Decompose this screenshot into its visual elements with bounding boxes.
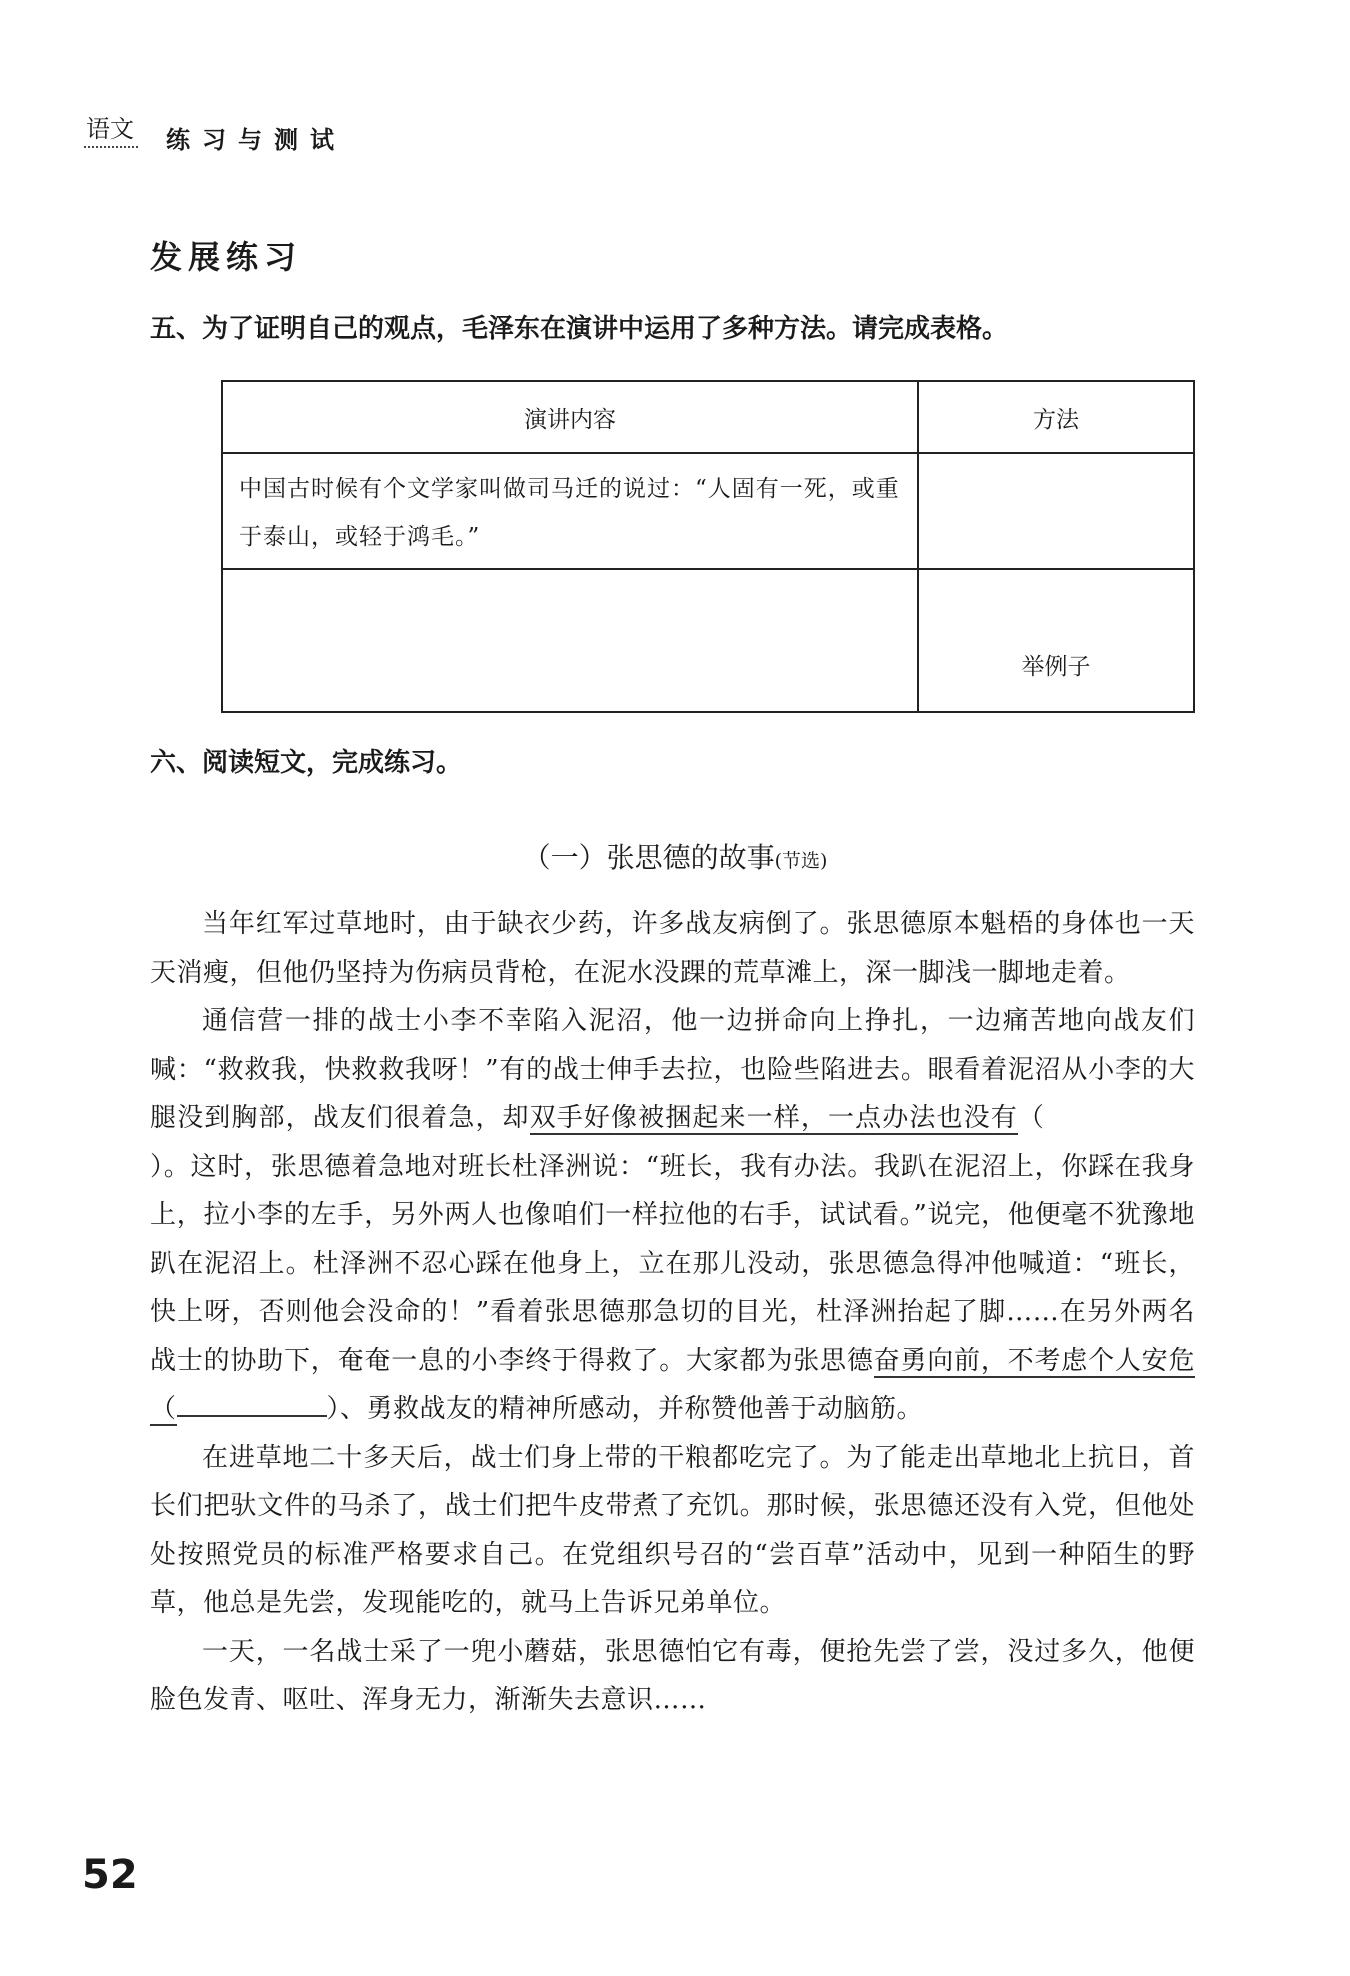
table-header-row bbox=[222, 381, 1194, 453]
story-paragraph-4: 一天，一名战士采了一兜小蘑菇，张思德怕它有毒，便抢先尝了尝，没过多久，他便脸色发青、呕吐、浑身无力，渐渐失去意识…… bbox=[150, 1636, 1195, 1715]
story-paragraph-3: 在进草地二十多天后，战士们身上带的干粮都吃完了。为了能走出草地北上抗日，首长们把驮文件的马杀了，战士们把牛皮带煮了充饥。那时候，张思德还没有入党，但他处处按照党员的标准严格要求自己。在党组织号召的“尝百草”活动中，见到一种陌生的野草，他总是先尝，发现能吃的，就马上告诉兄弟单位。 bbox=[150, 1442, 1195, 1618]
story-title-note: (节选) bbox=[774, 850, 828, 872]
story-paragraph-2 bbox=[150, 997, 1195, 1434]
row2-content-answer-cell[interactable] bbox=[222, 569, 918, 712]
question-6-title: 六、阅读短文，完成练习。 bbox=[150, 748, 463, 778]
p2-text-d: （ bbox=[150, 1394, 177, 1424]
subject-label: 语文 bbox=[84, 112, 138, 148]
book-title: 练习与测试 bbox=[166, 126, 346, 154]
header-speech-content: 演讲内容 bbox=[222, 381, 918, 453]
methods-table bbox=[221, 380, 1195, 713]
underlined-phrase-2: 奋勇向前，不考虑个人安危 bbox=[873, 1345, 1195, 1376]
table-row bbox=[222, 453, 1194, 569]
row2-method-cell: 举例子 bbox=[918, 569, 1194, 712]
table-row bbox=[222, 569, 1194, 712]
story-paragraph-1: 当年红军过草地时，由于缺衣少药，许多战友病倒了。张思德原本魁梧的身体也一天天消瘦，但他仍坚持为伤病员背枪，在泥水没踝的荒草滩上，深一脚浅一脚地走着。 bbox=[150, 909, 1195, 988]
p2-text-c: ）。这时，张思德着急地对班长杜泽洲说：“班长，我有办法。我趴在泥沼上，你踩在我身上，拉小李的左手，另外两人也像咱们一样拉他的右手，试试看。”说完，他便毫不犹豫地趴在泥沼上。杜泽洲不忍心踩在他身上，立在那儿没动，张思德急得冲他喊道：“班长，快上呀，否则他会没命的！”看着张思德那急切的目光，杜泽洲抬起了脚……在另外两名战士的协助下，奄奄一息的小李终于得救了。大家都为张思德 bbox=[150, 1151, 1195, 1376]
header-method: 方法 bbox=[918, 381, 1194, 453]
p2-text-b: （ bbox=[1017, 1103, 1045, 1133]
p2-text-e: ）、勇救战友的精神所感动，并称赞他善于动脑筋。 bbox=[326, 1394, 924, 1424]
underlined-phrase-1: 双手好像被捆起来一样，一点办法也没有 bbox=[529, 1103, 1018, 1133]
story-body bbox=[150, 900, 1195, 1725]
section-title: 发展练习 bbox=[150, 238, 303, 276]
question-5-title: 五、为了证明自己的观点，毛泽东在演讲中运用了多种方法。请完成表格。 bbox=[150, 314, 1009, 344]
row1-content-cell: 中国古时候有个文学家叫做司马迁的说过：“人固有一死，或重于泰山，或轻于鸿毛。” bbox=[222, 453, 918, 569]
row1-method-answer-cell[interactable] bbox=[918, 453, 1194, 569]
p2-text-a: 通信营一排的战士小李不幸陷入泥沼，他一边拼命向上挣扎，一边痛苦地向战友们喊：“救救我，快救救我呀！”有的战士伸手去拉，也险些陷进去。眼看着泥沼从小李的大腿没到胸部，战友们很着急，却 bbox=[150, 1006, 1195, 1133]
story-title-text: （一）张思德的故事 bbox=[522, 841, 775, 874]
page-number: 52 bbox=[82, 1852, 138, 1898]
story-title bbox=[0, 836, 1350, 876]
answer-blank-2[interactable] bbox=[177, 1415, 327, 1417]
